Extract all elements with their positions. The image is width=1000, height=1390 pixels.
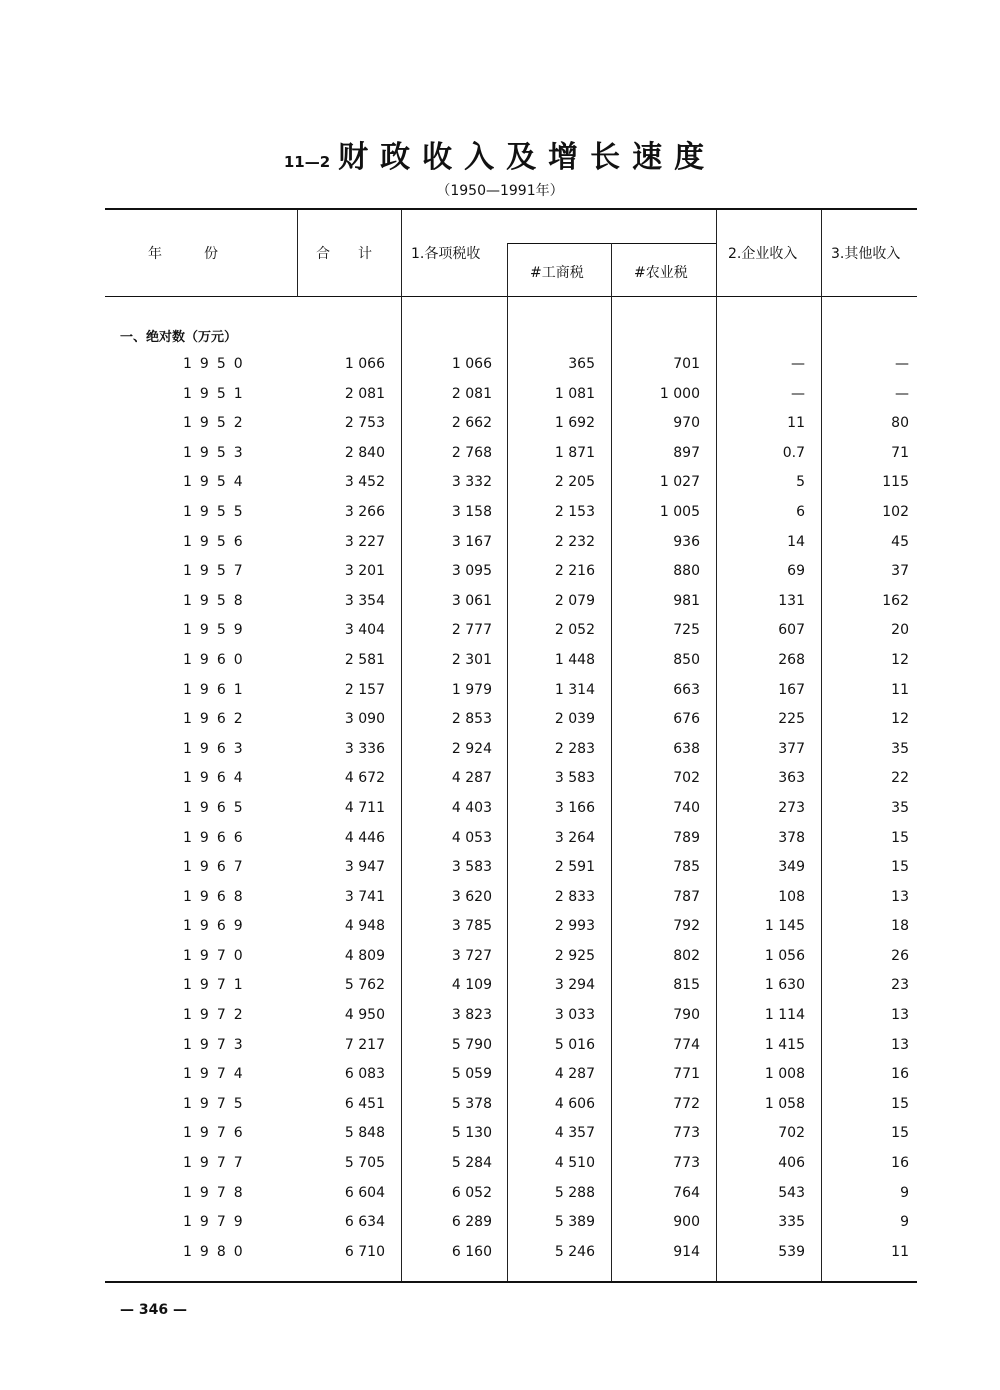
cell-tax: 2 853 [451, 711, 492, 728]
cell-tax: 4 109 [451, 977, 492, 994]
cell-industry-tax: 2 283 [554, 740, 595, 757]
cell-total: 4 446 [344, 829, 385, 846]
cell-year: 1950 [183, 356, 251, 372]
cell-year: 1976 [183, 1125, 251, 1142]
cell-industry-tax: 2 232 [554, 533, 595, 550]
cell-agri-tax: 897 [673, 444, 700, 461]
cell-total: 1 066 [344, 356, 385, 372]
page-subtitle: （1950—1991年） [436, 183, 564, 199]
cell-agri-tax: 850 [673, 651, 700, 668]
cell-enterprise: 108 [778, 888, 805, 905]
cell-other: 15 [891, 1095, 909, 1112]
cell-enterprise: 1 056 [764, 947, 805, 964]
cell-tax: 4 053 [451, 829, 492, 846]
cell-industry-tax: 3 294 [554, 977, 595, 994]
cell-agri-tax: 970 [673, 415, 700, 432]
cell-other: 162 [882, 592, 909, 609]
cell-tax: 5 790 [451, 1036, 492, 1053]
cell-enterprise: 377 [778, 740, 805, 757]
cell-enterprise: 406 [778, 1155, 805, 1172]
cell-agri-tax: 936 [673, 533, 700, 550]
table-row [0, 1149, 1000, 1179]
cell-year: 1960 [183, 651, 251, 668]
page-title [0, 132, 1000, 176]
cell-enterprise: 5 [796, 474, 805, 491]
cell-industry-tax: 2 216 [554, 563, 595, 580]
cell-total: 2 840 [344, 444, 385, 461]
cell-total: 2 081 [344, 385, 385, 402]
cell-year: 1963 [183, 740, 251, 757]
cell-enterprise: 0.7 [782, 444, 805, 461]
cell-other: 12 [891, 711, 909, 728]
cell-industry-tax: 2 052 [554, 622, 595, 639]
cell-industry-tax: 2 833 [554, 888, 595, 905]
cell-other: 80 [891, 415, 909, 432]
cell-total: 4 672 [344, 770, 385, 787]
cell-other: 16 [891, 1155, 909, 1172]
cell-agri-tax: 764 [673, 1184, 700, 1201]
table-bottom-rule [105, 1281, 917, 1283]
table-row [0, 498, 1000, 528]
cell-industry-tax: 2 079 [554, 592, 595, 609]
header-bottom-rule [105, 296, 917, 297]
cell-other: 20 [891, 622, 909, 639]
table-row [0, 912, 1000, 942]
cell-total: 5 705 [344, 1155, 385, 1172]
cell-tax: 3 823 [451, 1007, 492, 1024]
cell-year: 1980 [183, 1243, 251, 1260]
cell-other: 71 [891, 444, 909, 461]
header-other: 3.其他收入 [831, 246, 901, 262]
cell-agri-tax: 787 [673, 888, 700, 905]
cell-enterprise: 349 [778, 859, 805, 876]
table-row [0, 735, 1000, 765]
cell-tax: 4 287 [451, 770, 492, 787]
cell-agri-tax: 792 [673, 918, 700, 935]
cell-year: 1977 [183, 1155, 251, 1172]
header-tax: 1.各项税收 [411, 246, 481, 262]
cell-agri-tax: 773 [673, 1155, 700, 1172]
cell-other: 9 [900, 1184, 909, 1201]
cell-other: 102 [882, 503, 909, 520]
cell-agri-tax: 701 [673, 356, 700, 372]
cell-industry-tax: 1 692 [554, 415, 595, 432]
cell-tax: 6 160 [451, 1243, 492, 1260]
cell-year: 1966 [183, 829, 251, 846]
cell-industry-tax: 1 081 [554, 385, 595, 402]
cell-other: 45 [891, 533, 909, 550]
cell-total: 6 083 [344, 1066, 385, 1083]
section-label: 一、绝对数（万元） [120, 330, 238, 345]
cell-tax: 2 301 [451, 651, 492, 668]
cell-year: 1958 [183, 592, 251, 609]
cell-total: 2 157 [344, 681, 385, 698]
cell-agri-tax: 1 000 [659, 385, 700, 402]
cell-enterprise: 539 [778, 1243, 805, 1260]
cell-enterprise: 702 [778, 1125, 805, 1142]
table-body [0, 350, 1000, 1267]
cell-agri-tax: 773 [673, 1125, 700, 1142]
cell-agri-tax: 740 [673, 799, 700, 816]
cell-total: 3 201 [344, 563, 385, 580]
cell-tax: 5 378 [451, 1095, 492, 1112]
cell-other: 13 [891, 888, 909, 905]
cell-year: 1973 [183, 1036, 251, 1053]
header-enterprise: 2.企业收入 [728, 246, 798, 262]
cell-enterprise: 1 145 [764, 918, 805, 935]
cell-total: 3 354 [344, 592, 385, 609]
cell-other: 18 [891, 918, 909, 935]
cell-year: 1955 [183, 503, 251, 520]
cell-tax: 2 081 [451, 385, 492, 402]
cell-industry-tax: 5 016 [554, 1036, 595, 1053]
cell-industry-tax: 5 288 [554, 1184, 595, 1201]
cell-year: 1961 [183, 681, 251, 698]
cell-industry-tax: 4 287 [554, 1066, 595, 1083]
title-text: 财政收入及增长速度 [338, 140, 717, 175]
cell-agri-tax: 772 [673, 1095, 700, 1112]
table-row [0, 409, 1000, 439]
cell-tax: 3 061 [451, 592, 492, 609]
cell-tax: 4 403 [451, 799, 492, 816]
cell-enterprise: 1 415 [764, 1036, 805, 1053]
cell-tax: 2 924 [451, 740, 492, 757]
table-row [0, 646, 1000, 676]
table-row [0, 468, 1000, 498]
cell-other: — [895, 356, 909, 372]
cell-enterprise: 1 630 [764, 977, 805, 994]
cell-total: 3 404 [344, 622, 385, 639]
cell-tax: 2 662 [451, 415, 492, 432]
cell-total: 6 634 [344, 1214, 385, 1231]
cell-enterprise: 131 [778, 592, 805, 609]
cell-tax: 3 785 [451, 918, 492, 935]
cell-tax: 3 332 [451, 474, 492, 491]
cell-agri-tax: 802 [673, 947, 700, 964]
cell-agri-tax: 880 [673, 563, 700, 580]
cell-total: 4 809 [344, 947, 385, 964]
cell-industry-tax: 3 264 [554, 829, 595, 846]
cell-year: 1970 [183, 947, 251, 964]
table-row [0, 1031, 1000, 1061]
table-row [0, 883, 1000, 913]
cell-year: 1974 [183, 1066, 251, 1083]
cell-industry-tax: 2 591 [554, 859, 595, 876]
cell-agri-tax: 725 [673, 622, 700, 639]
cell-tax: 6 052 [451, 1184, 492, 1201]
cell-other: 15 [891, 859, 909, 876]
cell-year: 1953 [183, 444, 251, 461]
cell-industry-tax: 2 925 [554, 947, 595, 964]
cell-tax: 1 979 [451, 681, 492, 698]
cell-total: 3 452 [344, 474, 385, 491]
cell-year: 1969 [183, 918, 251, 935]
cell-tax: 3 620 [451, 888, 492, 905]
cell-year: 1956 [183, 533, 251, 550]
cell-year: 1964 [183, 770, 251, 787]
cell-industry-tax: 3 583 [554, 770, 595, 787]
cell-enterprise: 14 [787, 533, 805, 550]
cell-total: 5 762 [344, 977, 385, 994]
cell-other: 37 [891, 563, 909, 580]
cell-other: 115 [882, 474, 909, 491]
table-row [0, 587, 1000, 617]
cell-total: 5 848 [344, 1125, 385, 1142]
cell-tax: 5 284 [451, 1155, 492, 1172]
cell-industry-tax: 4 510 [554, 1155, 595, 1172]
page-number: — 346 — [120, 1302, 187, 1318]
cell-other: 13 [891, 1007, 909, 1024]
table-row [0, 824, 1000, 854]
cell-year: 1965 [183, 799, 251, 816]
cell-enterprise: — [791, 356, 805, 372]
table-row [0, 705, 1000, 735]
table-row [0, 439, 1000, 469]
cell-agri-tax: 785 [673, 859, 700, 876]
table-row [0, 1090, 1000, 1120]
cell-total: 7 217 [344, 1036, 385, 1053]
cell-industry-tax: 3 033 [554, 1007, 595, 1024]
table-row [0, 1119, 1000, 1149]
cell-agri-tax: 789 [673, 829, 700, 846]
cell-tax: 2 768 [451, 444, 492, 461]
table-row [0, 557, 1000, 587]
cell-enterprise: 273 [778, 799, 805, 816]
cell-industry-tax: 2 205 [554, 474, 595, 491]
cell-agri-tax: 900 [673, 1214, 700, 1231]
cell-total: 6 710 [344, 1243, 385, 1260]
cell-enterprise: 11 [787, 415, 805, 432]
table-row [0, 1060, 1000, 1090]
cell-other: 23 [891, 977, 909, 994]
cell-enterprise: 607 [778, 622, 805, 639]
table-row [0, 1238, 1000, 1268]
cell-other: 12 [891, 651, 909, 668]
cell-agri-tax: 1 027 [659, 474, 700, 491]
cell-tax: 6 289 [451, 1214, 492, 1231]
cell-industry-tax: 3 166 [554, 799, 595, 816]
cell-tax: 5 130 [451, 1125, 492, 1142]
table-row [0, 676, 1000, 706]
cell-total: 2 753 [344, 415, 385, 432]
cell-agri-tax: 790 [673, 1007, 700, 1024]
cell-agri-tax: 771 [673, 1066, 700, 1083]
cell-other: 11 [891, 1243, 909, 1260]
cell-agri-tax: 702 [673, 770, 700, 787]
cell-other: 15 [891, 1125, 909, 1142]
cell-agri-tax: 774 [673, 1036, 700, 1053]
cell-industry-tax: 2 153 [554, 503, 595, 520]
cell-other: 16 [891, 1066, 909, 1083]
cell-agri-tax: 815 [673, 977, 700, 994]
cell-total: 3 741 [344, 888, 385, 905]
header-total: 合 计 [316, 246, 372, 262]
table-row [0, 528, 1000, 558]
cell-year: 1951 [183, 385, 251, 402]
cell-other: 26 [891, 947, 909, 964]
cell-industry-tax: 5 246 [554, 1243, 595, 1260]
table-row [0, 971, 1000, 1001]
cell-total: 4 950 [344, 1007, 385, 1024]
cell-year: 1967 [183, 859, 251, 876]
cell-agri-tax: 981 [673, 592, 700, 609]
table-top-rule [105, 208, 917, 210]
cell-year: 1975 [183, 1095, 251, 1112]
cell-enterprise: 363 [778, 770, 805, 787]
cell-industry-tax: 4 606 [554, 1095, 595, 1112]
cell-tax: 3 583 [451, 859, 492, 876]
cell-other: 9 [900, 1214, 909, 1231]
cell-enterprise: 335 [778, 1214, 805, 1231]
cell-tax: 5 059 [451, 1066, 492, 1083]
cell-year: 1954 [183, 474, 251, 491]
table-row [0, 350, 1000, 380]
cell-total: 3 090 [344, 711, 385, 728]
cell-total: 4 711 [344, 799, 385, 816]
cell-total: 6 451 [344, 1095, 385, 1112]
cell-industry-tax: 1 314 [554, 681, 595, 698]
cell-enterprise: 268 [778, 651, 805, 668]
cell-other: 11 [891, 681, 909, 698]
cell-agri-tax: 638 [673, 740, 700, 757]
cell-tax: 1 066 [451, 356, 492, 372]
cell-industry-tax: 4 357 [554, 1125, 595, 1142]
cell-year: 1971 [183, 977, 251, 994]
cell-enterprise: 1 058 [764, 1095, 805, 1112]
cell-tax: 3 727 [451, 947, 492, 964]
cell-year: 1978 [183, 1184, 251, 1201]
cell-agri-tax: 1 005 [659, 503, 700, 520]
table-row [0, 1001, 1000, 1031]
cell-total: 3 336 [344, 740, 385, 757]
cell-year: 1959 [183, 622, 251, 639]
cell-year: 1968 [183, 888, 251, 905]
cell-other: 15 [891, 829, 909, 846]
table-row [0, 942, 1000, 972]
cell-enterprise: 6 [796, 503, 805, 520]
cell-other: 35 [891, 799, 909, 816]
cell-tax: 3 158 [451, 503, 492, 520]
cell-other: 35 [891, 740, 909, 757]
cell-other: 13 [891, 1036, 909, 1053]
cell-tax: 2 777 [451, 622, 492, 639]
cell-enterprise: 543 [778, 1184, 805, 1201]
table-row [0, 1208, 1000, 1238]
cell-tax: 3 167 [451, 533, 492, 550]
header-agri-tax: #农业税 [634, 265, 688, 281]
cell-industry-tax: 2 993 [554, 918, 595, 935]
col-divider [297, 210, 298, 297]
table-code: 11—2 [283, 153, 331, 171]
cell-enterprise: 69 [787, 563, 805, 580]
cell-total: 3 227 [344, 533, 385, 550]
cell-total: 6 604 [344, 1184, 385, 1201]
cell-agri-tax: 914 [673, 1243, 700, 1260]
cell-enterprise: 225 [778, 711, 805, 728]
table-row [0, 853, 1000, 883]
table-row [0, 380, 1000, 410]
cell-year: 1957 [183, 563, 251, 580]
cell-tax: 3 095 [451, 563, 492, 580]
cell-year: 1952 [183, 415, 251, 432]
table-row [0, 764, 1000, 794]
cell-year: 1972 [183, 1007, 251, 1024]
cell-enterprise: — [791, 385, 805, 402]
cell-total: 3 266 [344, 503, 385, 520]
cell-total: 4 948 [344, 918, 385, 935]
header-year: 年 份 [148, 246, 218, 262]
table-row [0, 794, 1000, 824]
cell-agri-tax: 676 [673, 711, 700, 728]
cell-other: — [895, 385, 909, 402]
cell-total: 3 947 [344, 859, 385, 876]
cell-agri-tax: 663 [673, 681, 700, 698]
table-row [0, 616, 1000, 646]
cell-total: 2 581 [344, 651, 385, 668]
cell-industry-tax: 365 [568, 356, 595, 372]
cell-enterprise: 1 114 [764, 1007, 805, 1024]
cell-industry-tax: 2 039 [554, 711, 595, 728]
header-industry-tax: #工商税 [530, 265, 584, 281]
cell-other: 22 [891, 770, 909, 787]
cell-enterprise: 378 [778, 829, 805, 846]
cell-year: 1979 [183, 1214, 251, 1231]
cell-industry-tax: 5 389 [554, 1214, 595, 1231]
cell-industry-tax: 1 448 [554, 651, 595, 668]
table-row [0, 1179, 1000, 1209]
cell-enterprise: 167 [778, 681, 805, 698]
cell-enterprise: 1 008 [764, 1066, 805, 1083]
cell-year: 1962 [183, 711, 251, 728]
cell-industry-tax: 1 871 [554, 444, 595, 461]
